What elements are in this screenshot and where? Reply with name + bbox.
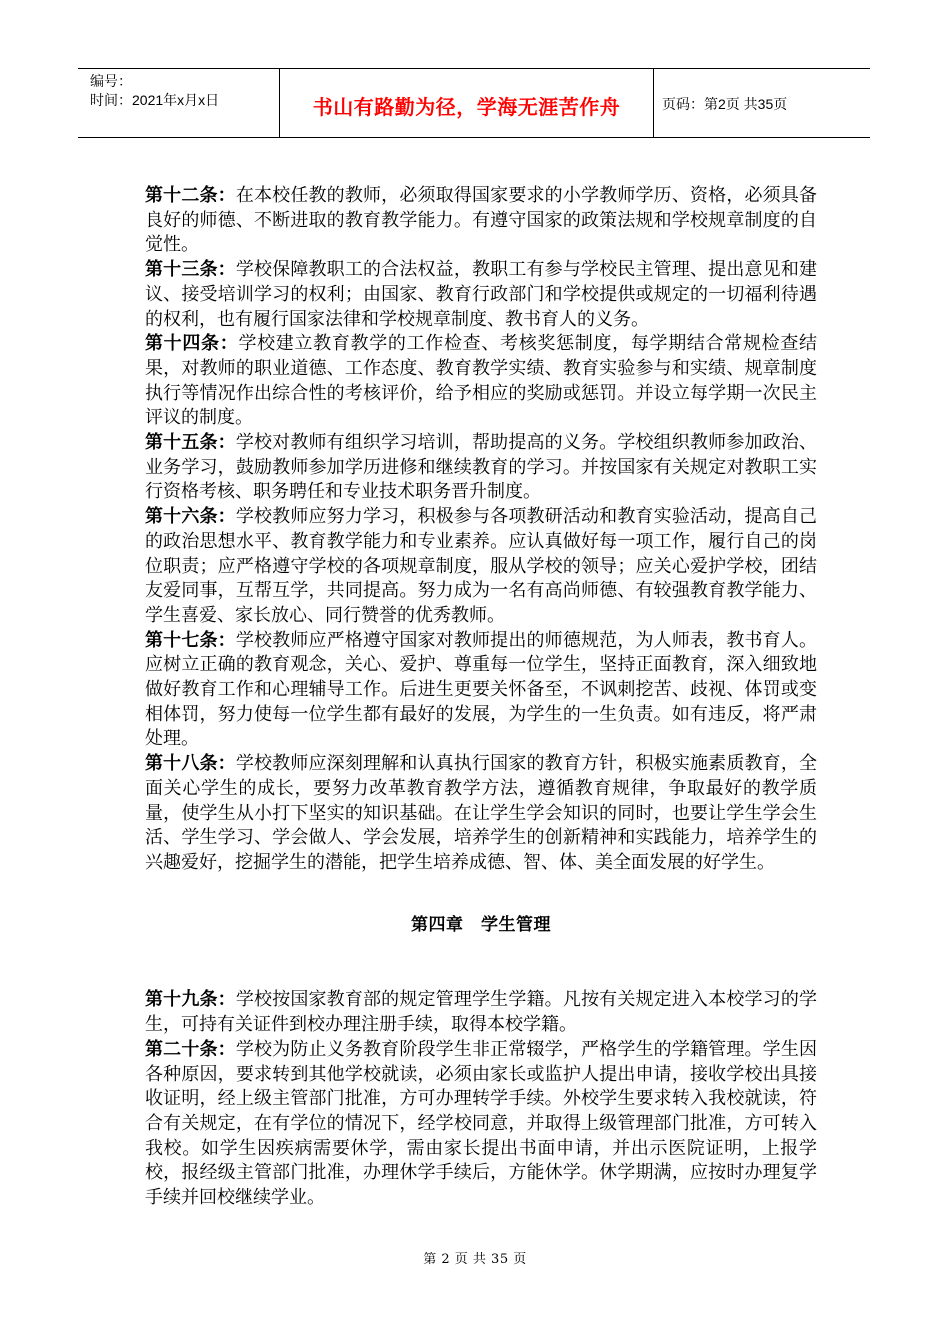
document-date: 时间：2021年x月x日 xyxy=(90,92,220,108)
page-header xyxy=(78,68,870,138)
article-paragraph xyxy=(145,505,817,629)
article-label: 第十八条： xyxy=(145,753,236,775)
article-text: 学校为防止义务教育阶段学生非正常辍学，严格学生的学籍管理。学生因各种原因，要求转到其他学校就读，必须由家长或监护人提出申请，接收学校出具接收证明，经上级主管部门批准，方可办理转学手续。外校学生要求转入我校就读，符合有关规定，在有学位的情况下，经学校同意，并取得上级管理部门批准，方可转入我校。如学生因疾病需要休学，需由家长提出书面申请，并出示医院证明，上报学校，报经级主管部门批准，办理休学手续后，方能休学。休学期满，应按时办理复学手续并回校继续学业。 xyxy=(145,1038,818,1209)
article-text: 学校对教师有组织学习培训，帮助提高的义务。学校组织教师参加政治、业务学习，鼓励教师参加学历进修和继续教育的学习。并按国家有关规定对教职工实行资格考核、职务聘任和专业技术职务晋升制度。 xyxy=(145,432,818,503)
article-paragraph xyxy=(145,431,817,505)
article-text: 学校建立教育教学的工作检查、考核奖惩制度，每学期结合常规检查结果，对教师的职业道德、工作态度、教育教学实绩、教育实验参与和实绩、规章制度执行等情况作出综合性的考核评价，给予相应的奖励或惩罚。并设立每学期一次民主评议的制度。 xyxy=(145,333,818,429)
article-text: 学校保障教职工的合法权益，教职工有参与学校民主管理、提出意见和建议、接受培训学习的权利；由国家、教育行政部门和学校提供或规定的一切福利待遇的权利，也有履行国家法律和学校规章制度、教书育人的义务。 xyxy=(145,259,818,330)
document-number-label: 编号： xyxy=(90,73,132,89)
chapter-heading: 第四章 学生管理 xyxy=(411,914,551,935)
article-text: 学校教师应努力学习，积极参与各项教研活动和教育实验活动，提高自己的政治思想水平、教育教学能力和专业素养。应认真做好每一项工作，履行自己的岗位职责；应严格遵守学校的各项规章制度，服从学校的领导；应关心爱护学校，团结友爱同事，互帮互学，共同提高。努力成为一名有高尚师德、有较强教育教学能力、学生喜爱、家长放心、同行赞誉的优秀教师。 xyxy=(145,506,818,626)
article-text: 学校教师应严格遵守国家对教师提出的师德规范，为人师表，教书育人。应树立正确的教育观念，关心、爱护、尊重每一位学生，坚持正面教育，深入细致地做好教育工作和心理辅导工作。后进生更要关怀备至，不讽刺挖苦、歧视、体罚或变相体罚，努力使每一位学生都有最好的发展，为学生的一生负责。如有违反，将严肃处理。 xyxy=(145,629,818,750)
article-label: 第十三条： xyxy=(145,259,236,281)
article-label: 第十六条： xyxy=(145,506,236,528)
article-label: 第十七条： xyxy=(145,629,236,651)
articles-section-teachers xyxy=(145,184,817,876)
article-text: 在本校任教的教师，必须取得国家要求的小学教师学历、资格，必须具备良好的师德、不断进取的教育教学能力。有遵守国家的政策法规和学校规章制度的自觉性。 xyxy=(145,185,818,256)
article-label: 第二十条： xyxy=(145,1038,236,1060)
page-footer: 第 2 页 共 35 页 xyxy=(423,1252,527,1267)
header-page-info: 页码：第2页 共35页 xyxy=(662,96,788,112)
article-text: 学校教师应深刻理解和认真执行国家的教育方针，积极实施素质教育，全面关心学生的成长，要努力改革教育教学方法，遵循教育规律，争取最好的教学质量，使学生从小打下坚实的知识基础。在让学生学会知识的同时，也要让学生学会生活、学生学习、学会做人、学会发展，培养学生的创新精神和实践能力，培养学生的兴趣爱好，挖掘学生的潜能，把学生培养成德、智、体、美全面发展的好学生。 xyxy=(145,753,818,873)
header-meta xyxy=(78,69,280,137)
document-body xyxy=(145,184,817,1211)
article-paragraph xyxy=(145,629,817,753)
header-motto: 书山有路勤为径，学海无涯苦作舟 xyxy=(280,69,654,137)
articles-section-students xyxy=(145,988,817,1210)
article-label: 第十九条： xyxy=(145,989,236,1011)
article-label: 第十五条： xyxy=(145,432,236,454)
article-paragraph xyxy=(145,332,817,431)
article-paragraph xyxy=(145,258,817,332)
article-text: 学校按国家教育部的规定管理学生学籍。凡按有关规定进入本校学习的学生，可持有关证件到校办理注册手续，取得本校学籍。 xyxy=(145,989,818,1036)
article-label: 第十二条： xyxy=(145,185,236,206)
article-paragraph xyxy=(145,184,817,258)
article-paragraph xyxy=(145,752,817,876)
article-paragraph xyxy=(145,1038,817,1211)
article-label: 第十四条： xyxy=(145,333,239,355)
article-paragraph xyxy=(145,988,817,1037)
